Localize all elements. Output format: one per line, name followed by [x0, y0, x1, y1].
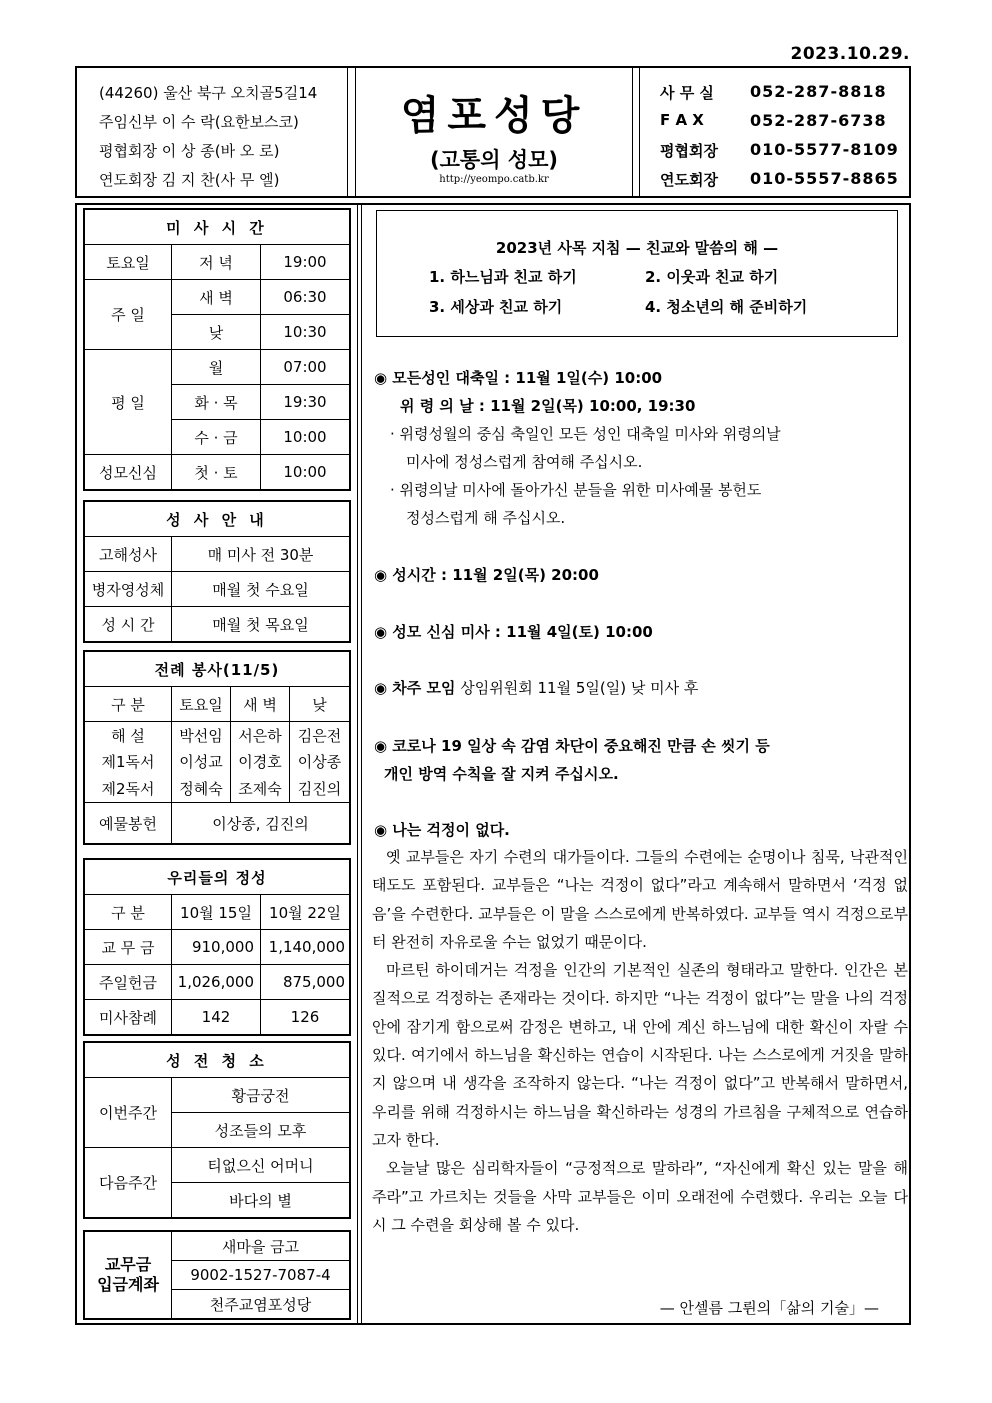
cleaning-title: 성 전 청 소	[84, 1042, 350, 1078]
notice-all-souls: 위 령 의 날 : 11월 2일(목) 10:00, 19:30	[400, 397, 696, 415]
notice-holy-hour: ◉ 성시간 : 11월 2일(목) 20:00	[374, 566, 599, 584]
account-bank: 새마을 금고	[172, 1231, 351, 1261]
essay-paragraph: 오늘날 많은 심리학자들이 “긍정적으로 말하라”, “자신에게 확신 있는 말을 해 주라”고 가르치는 것들을 사막 교부들은 이미 오래전에 수련했다. 우리는 오늘 다시 그 수련을 회상해 볼 수 있다.	[372, 1159, 908, 1234]
essay-title: ◉ 나는 걱정이 없다.	[374, 821, 510, 839]
cleaning-group: 황금궁전	[172, 1078, 351, 1113]
parish-title-block	[355, 68, 633, 196]
offerings-title: 우리들의 정성	[84, 859, 350, 895]
guideline-title: 2023년 사목 지침 — 친교와 말씀의 해 —	[495, 239, 779, 257]
guideline-item: 1. 하느님과 친교 하기	[429, 268, 577, 286]
offerings-row-label: 주일헌금	[84, 965, 172, 1000]
weekday-label: 평 일	[84, 350, 172, 455]
offerings-cell: 910,000	[172, 930, 261, 965]
council-phone: 010-5577-8109	[750, 140, 899, 159]
essay-paragraph: 옛 교부들은 자기 수련의 대가들이다. 그들의 수련에는 순명이나 침묵, 낙관적인 태도도 포함된다. 교부들은 “나는 걱정이 없다”라고 계속해서 말하면서 ‘걱정 없음’을 수련한다. 교부들은 이 말을 스스로에게 반복하였다. 교부들 역시 걱정으로부터 완전히 자유로울 수는 없었기 때문이다.	[372, 848, 908, 951]
office-label: 사 무 실	[660, 84, 714, 102]
sat-time: 19:00	[261, 245, 351, 280]
notice-covid-cont: 개인 방역 수칙을 잘 지켜 주십시오.	[384, 765, 619, 783]
sat-label: 토요일	[84, 245, 172, 280]
guideline-item: 3. 세상과 친교 하기	[429, 298, 563, 316]
left-column	[77, 205, 358, 1323]
sacrament-value: 매 미사 전 30분	[172, 537, 351, 572]
fax-number: 052-287-6738	[750, 111, 887, 130]
offerings-cell: 126	[261, 1000, 351, 1036]
council-president: 평협회장 이 상 종(바 오 로)	[99, 142, 280, 160]
liturgy-cell: 서은하	[231, 722, 290, 749]
fax-label: F A X	[660, 111, 704, 129]
offerings-table	[83, 858, 351, 1036]
liturgy-cell: 조제숙	[231, 774, 290, 803]
pastor: 주임신부 이 수 락(요한보스코)	[99, 113, 299, 131]
guideline-item: 2. 이웃과 친교 하기	[645, 268, 779, 286]
tue-thu-label: 화 · 목	[172, 385, 261, 420]
liturgy-cell: 이경호	[231, 748, 290, 774]
liturgy-cell: 이상종	[290, 748, 351, 774]
sacraments-title: 성 사 안 내	[84, 501, 350, 537]
cleaning-group: 성조들의 모후	[172, 1113, 351, 1148]
pastoral-guideline-box	[376, 210, 898, 337]
sacrament-label: 고해성사	[84, 537, 172, 572]
liturgy-header: 구 분	[84, 687, 172, 722]
address: (44260) 울산 북구 오치골5길14	[99, 84, 318, 102]
liturgy-header: 토요일	[172, 687, 231, 722]
prayer-president: 연도회장 김 지 찬(사 무 엘)	[99, 171, 280, 189]
sun-dawn-time: 06:30	[261, 280, 351, 315]
notice-marian-mass: ◉ 성모 신심 미사 : 11월 4일(토) 10:00	[374, 623, 653, 641]
bulletin-header	[75, 66, 911, 198]
account-label	[84, 1231, 172, 1319]
mon-label: 월	[172, 350, 261, 385]
guideline-item: 4. 청소년의 해 준비하기	[645, 298, 808, 316]
bulletin-body	[75, 203, 911, 1325]
mon-time: 07:00	[261, 350, 351, 385]
account-table	[83, 1230, 351, 1320]
essay-credit: — 안셀름 그륀의「삶의 기술」—	[659, 1299, 879, 1317]
wed-fri-time: 10:00	[261, 420, 351, 455]
notice-meeting	[374, 677, 698, 698]
account-label-line1: 교무금	[104, 1255, 152, 1274]
notice-meeting-title: ◉ 차주 모임	[374, 679, 456, 697]
liturgy-role: 해 설	[84, 722, 172, 749]
notice-all-saints: ◉ 모든성인 대축일 : 11월 1일(수) 10:00	[374, 369, 663, 387]
liturgy-cell: 김진의	[290, 774, 351, 803]
sun-label: 주 일	[84, 280, 172, 350]
sun-day-label: 낮	[172, 315, 261, 350]
mary-time: 10:00	[261, 455, 351, 491]
offering-label: 예물봉헌	[84, 803, 172, 845]
mass-times-title: 미 사 시 간	[84, 209, 350, 245]
account-number: 9002-1527-7087-4	[172, 1261, 351, 1290]
offering-value: 이상종, 김진의	[172, 803, 351, 845]
liturgy-service-table	[83, 650, 351, 845]
office-phone: 052-287-8818	[750, 82, 887, 101]
mary-label: 성모신심	[84, 455, 172, 491]
sacrament-label: 성 시 간	[84, 607, 172, 643]
liturgy-title: 전례 봉사(11/5)	[84, 651, 350, 687]
cleaning-table	[83, 1041, 351, 1219]
offerings-header: 구 분	[84, 895, 172, 930]
sun-dawn-label: 새 벽	[172, 280, 261, 315]
liturgy-header: 새 벽	[231, 687, 290, 722]
liturgy-cell: 이성교	[172, 748, 231, 774]
issue-date: 2023.10.29.	[790, 44, 910, 64]
council-phone-label: 평협회장	[660, 142, 718, 160]
parish-title: 염포성당	[400, 93, 588, 139]
offerings-cell: 1,026,000	[172, 965, 261, 1000]
notice-covid: ◉ 코로나 19 일상 속 감염 차단이 중요해진 만큼 손 씻기 등	[374, 737, 770, 755]
offerings-row-label: 미사참례	[84, 1000, 172, 1036]
liturgy-role: 제2독서	[84, 774, 172, 803]
tue-thu-time: 19:30	[261, 385, 351, 420]
next-week-label: 다음주간	[84, 1148, 172, 1219]
essay-body	[372, 843, 908, 1239]
offerings-cell: 875,000	[261, 965, 351, 1000]
sat-time-label: 저 녁	[172, 245, 261, 280]
account-label-line2: 입금계좌	[97, 1275, 159, 1294]
offerings-cell: 1,140,000	[261, 930, 351, 965]
notice-bullet: · 위령의날 미사에 돌아가신 분들을 위한 미사예물 봉헌도	[390, 481, 762, 499]
cleaning-group: 티없으신 어머니	[172, 1148, 351, 1183]
contact-info	[639, 68, 909, 196]
cleaning-group: 바다의 별	[172, 1183, 351, 1219]
offerings-header: 10월 22일	[261, 895, 351, 930]
parish-subtitle: (고통의 성모)	[430, 148, 558, 172]
sacrament-value: 매월 첫 수요일	[172, 572, 351, 607]
liturgy-header: 낮	[290, 687, 351, 722]
liturgy-cell: 정혜숙	[172, 774, 231, 803]
mass-times-table	[83, 208, 351, 491]
sun-day-time: 10:30	[261, 315, 351, 350]
liturgy-role: 제1독서	[84, 748, 172, 774]
notice-bullet-cont: 미사에 정성스럽게 참여해 주십시오.	[406, 453, 643, 471]
parish-info	[77, 68, 348, 196]
liturgy-cell: 박선임	[172, 722, 231, 749]
prayer-phone-label: 연도회장	[660, 171, 718, 189]
parish-url[interactable]: http://yeompo.catb.kr	[439, 174, 549, 185]
offerings-cell: 142	[172, 1000, 261, 1036]
sacrament-value: 매월 첫 목요일	[172, 607, 351, 643]
this-week-label: 이번주간	[84, 1078, 172, 1148]
right-column	[361, 205, 909, 1323]
notice-bullet: · 위령성월의 중심 축일인 모든 성인 대축일 미사와 위령의날	[390, 425, 781, 443]
prayer-phone: 010-5557-8865	[750, 169, 899, 188]
sacraments-table	[83, 500, 351, 643]
essay-paragraph: 마르틴 하이데거는 걱정을 인간의 기본적인 실존의 형태라고 말한다. 인간은 본질적으로 걱정하는 존재라는 것이다. 하지만 “나는 걱정이 없다”는 말을 나의 걱정 안에 잠기게 함으로써 감정은 변하고, 내 안에 계신 하느님에 대한 확신이 자랄 수 있다. 여기에서 하느님을 확신하는 연습이 시작된다. 나는 스스로에게 거짓을 말하지 않으며 내 생각을 조작하지 않는다. “나는 걱정이 없다”고 반복해서 말하면서, 우리를 위해 걱정하시는 하느님을 확신하라는 성경의 가르침을 구체적으로 연습하고자 한다.	[372, 961, 908, 1149]
offerings-header: 10월 15일	[172, 895, 261, 930]
wed-fri-label: 수 · 금	[172, 420, 261, 455]
notice-meeting-body: 상임위원회 11월 5일(일) 낮 미사 후	[455, 679, 699, 697]
notice-bullet-cont: 정성스럽게 해 주십시오.	[406, 509, 566, 527]
liturgy-cell: 김은전	[290, 722, 351, 749]
account-holder: 천주교염포성당	[172, 1290, 351, 1320]
mary-day: 첫 · 토	[172, 455, 261, 491]
offerings-row-label: 교 무 금	[84, 930, 172, 965]
sacrament-label: 병자영성체	[84, 572, 172, 607]
